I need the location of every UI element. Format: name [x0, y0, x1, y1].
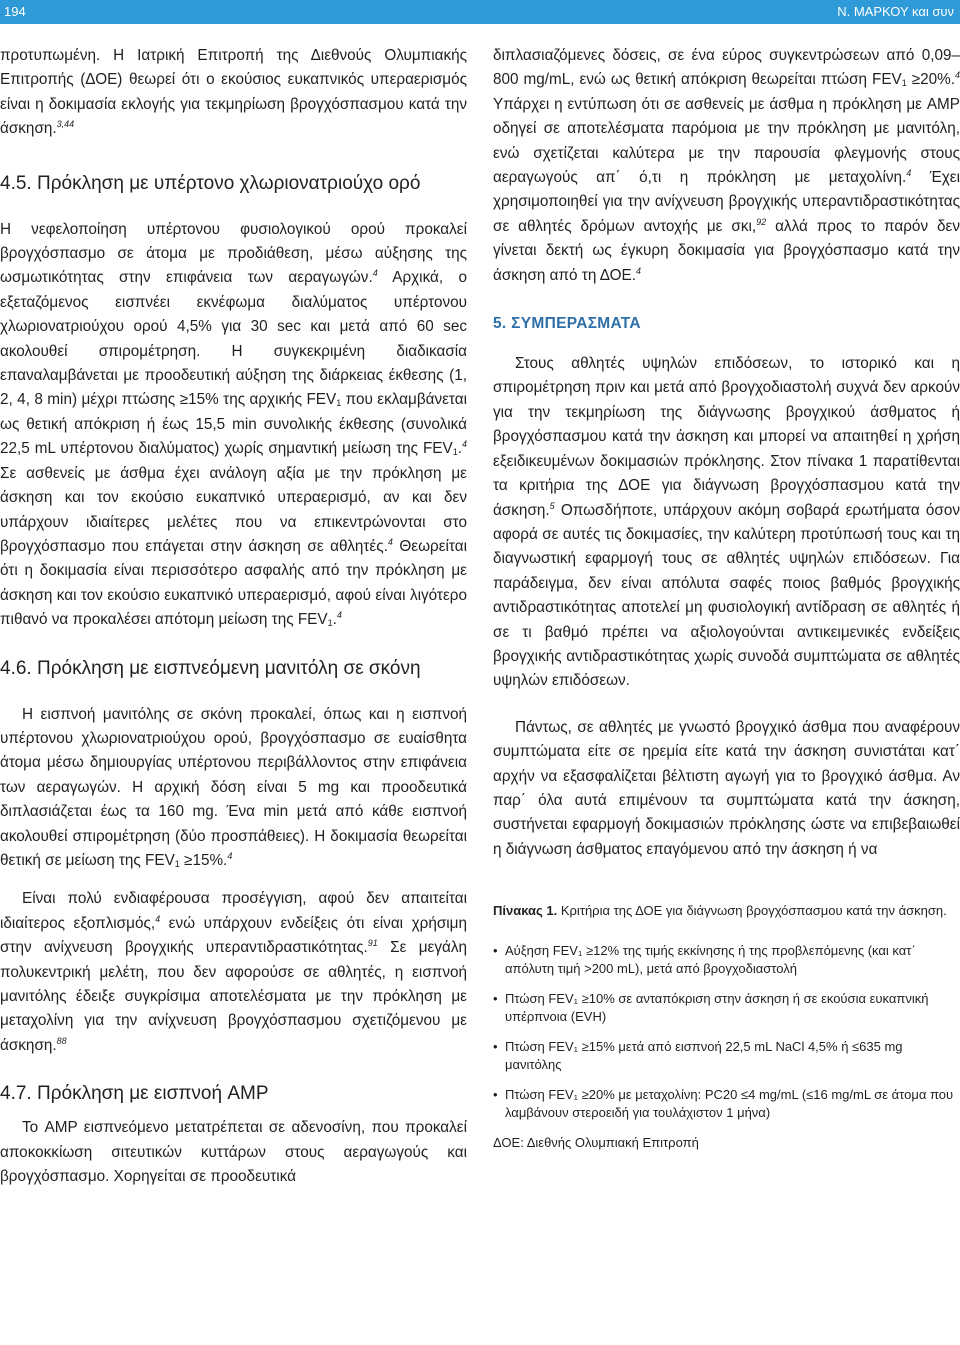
left-column [0, 44, 467, 1189]
paragraph: Το AMP εισπνεόμενο μετατρέπεται σε αδενοσίνη, που προκαλεί αποκοκκίωση σιτευτικών κυττάρων στους αεραγωγούς και βρογχόσπασμο. Χορηγείται σε προοδευτικά [0, 1119, 467, 1186]
section-heading-4-6: 4.6. Πρόκληση με εισπνεόμενη μανιτόλη σε σκόνη [0, 657, 421, 679]
list-item: • Πτώση FEV₁ ≥20% με μεταχολίνη: PC20 ≤4 mg/mL (≤16 mg/mL σε άτομα που λαμβάνουν στεροειδή για τουλάχιστον 1 μήνα) [493, 1086, 960, 1122]
section-heading-5: 5. ΣΥΜΠΕΡΑΣΜΑΤΑ [493, 315, 641, 333]
running-author: Ν. ΜΑΡΚΟΥ και συν [837, 4, 954, 19]
page-header [0, 0, 960, 24]
section-heading-4-7: 4.7. Πρόκληση με εισπνοή AMP [0, 1083, 269, 1105]
paragraph: Πάντως, σε αθλητές με γνωστό βρογχικό άσθμα που αναφέρουν συμπτώματα είτε σε ηρεμία είτε κατά την άσκηση συνιστάται κατ΄ αρχήν να εξασφαλίζεται βέλτιστη αγωγή για το βρογχικό άσθμα. Αν παρ΄ όλα αυτά επιμένουν τα συμπτώματα κατά την άσκηση, συστήνεται εφαρμογή δοκιμασιών πρόκλησης ώστε να επιβεβαιωθεί η διάγνωση άσθματος επαγόμενου από την άσκηση ή να [493, 718, 960, 858]
table-abbreviation-note: ΔΟΕ: Διεθνής Ολυμπιακή Επιτροπή [493, 1135, 699, 1151]
paragraph: Στους αθλητές υψηλών επιδόσεων, το ιστορικό και η σπιρομέτρηση πριν και μετά από βρογχοδιαστολή συχνά δεν αρκούν για την τεκμηρίωση της διάγνωσης βρογχικού άσθματος ή βρογχόσπασμου κατά την άσκηση και μπορεί να απαιτηθεί η χρήση εξειδικευμένων δοκιμασιών πρόκλησης. Στον πίνακα 1 παρατίθενται τα κριτήρια της ΔΟΕ για διάγνωση βρογχόσπασμου κατά την άσκηση.$^5$ Οπωσδήποτε, υπάρχουν ακόμη σοβαρά ερωτήματα όσον αφορά σε αυτές τις δοκιμασίες, την καλύτερη προτύπωσή τους και τη διαγνωστική εφαρμογή τους σε αθλητές υψηλών επιδόσεων. Για παράδειγμα, δεν είναι απόλυτα σαφές ποιος βαθμός βρογχικής αντιδραστικότητας αποτελεί μη φυσιολογική αντίδραση σε αθλητές ή σε τι βαθμό πρέπει να αξιολογούνται αντικειμενικές ενδείξεις βρογχικής αντιδραστικότητας χωρίς συνοδά συμπτώματα σε αθλητές υψηλών επιδόσεων. [493, 355, 960, 690]
list-item: • Αύξηση FEV₁ ≥12% της τιμής εκκίνησης ή της προβλεπόμενης (και κατ΄ απόλυτη τιμή >200 mL), μετά από βρογχοδιαστολή [493, 942, 960, 978]
intro-paragraph: προτυπωμένη. Η Ιατρική Επιτροπή της Διεθνούς Ολυμπιακής Επιτροπής (ΔΟΕ) θεωρεί ότι ο εκούσιος ευκαπνικός υπεραερισμός είναι η δοκιμασία εκλογής για τεκμηρίωση βρογχόσπασμου κατά την άσκηση.$^{3,44}$ [0, 47, 467, 138]
paragraph: διπλασιαζόμενες δόσεις, σε ένα εύρος συγκεντρώσεων από 0,09–800 mg/mL, ενώ ως θετική απόκριση θεωρείται πτώση $FEV_1 \ge 20\%.^4$ Υπάρχει η εντύπωση ότι σε ασθενείς με άσθμα η πρόκληση με AMP οδηγεί σε αποτελέσματα παρόμοια με την πρόκληση με μανιτόλη, ενώ σχετίζεται καλύτερα με την παρουσία φλεγμονής στους αεραγωγούς απ΄ ό,τι η πρόκληση με μεταχολίνη.$^4$ Έχει χρησιμοποιηθεί για την ανίχνευση βρογχικής υπεραντιδραστικότητας σε αθλητές δρόμων αντοχής με σκι,$^{92}$ αλλά προς το παρόν δεν γίνεται δεκτή ως έγκυρη δοκιμασία για βρογχόσπασμο κατά την άσκηση από τη ΔΟΕ.$^4$ [493, 47, 960, 284]
page-number: 194 [4, 4, 26, 19]
list-item: • Πτώση FEV₁ ≥15% μετά από εισπνοή 22,5 mL NaCl 4,5% ή ≤635 mg μανιτόλης [493, 1038, 960, 1074]
criteria-list [493, 942, 960, 1122]
section-heading-4-5: 4.5. Πρόκληση με υπέρτονο χλωριονατριούχο ορό [0, 172, 421, 194]
list-item: • Πτώση FEV₁ ≥10% σε ανταπόκριση στην άσκηση ή σε εκούσια ευκαπνική υπέρπνοια (EVH) [493, 990, 960, 1026]
paragraph: Είναι πολύ ενδιαφέρουσα προσέγγιση, αφού δεν απαιτείται ιδιαίτερος εξοπλισμός,$^4$ ενώ υπάρχουν ενδείξεις ότι είναι χρήσιμη στην ανίχνευση βρογχικής υπεραντιδραστικότητας.$^{91}$ Σε μεγάλη πολυκεντρική μελέτη, που δεν αφορούσε σε αθλητές, η εισπνοή μανιτόλης έδειξε συγκρίσιμα αποτελέσματα με την πρόκληση με μεταχολίνη για την ανίχνευση βρογχόσπασμου σχετιζόμενου με άσκηση.$^{88}$ [0, 890, 467, 1054]
right-column [493, 44, 960, 1152]
paragraph: Η εισπνοή μανιτόλης σε σκόνη προκαλεί, όπως και η εισπνοή υπέρτονου χλωριονατριούχου ορού, βρογχόσπασμο σε ευαίσθητα άτομα μέσω δημιουργίας υπέρτονου περιβάλλοντος στην επιφάνεια των αεραγωγών. Η αρχική δόση είναι 5 mg και προοδευτικά διπλασιάζεται έως τα 160 mg. Ένα min μετά από κάθε εισπνοή ακολουθεί σπιρομέτρηση (δύο προσπάθειες). Η δοκιμασία θεωρείται θετική σε μείωση της $FEV_1 \ge 15\%.^4$ [0, 705, 467, 869]
citation: 3,44 [56, 119, 75, 130]
paragraph: Η νεφελοποίηση υπέρτονου φυσιολογικού ορού προκαλεί βρογχόσπασμο σε άτομα με προδιάθεση, μέσω αύξησης της ωσμωτικότητας στην επιφάνεια των αεραγωγών.$^4$ Αρχικά, ο εξεταζόμενος εισπνέει εκνέφωμα διαλύματος υπέρτονου χλωριονατριούχου ορού 4,5% για 30 sec και μετά από 60 sec ακολουθεί σπιρομέτρηση. Η συγκεκριμένη διαδικασία επαναλαμβάνεται με προοδευτική αύξηση της διάρκειας έκθεσης (1, 2, 4, 8 min) μέχρι πτώσης ≥15% της αρχικής $FEV_1$ που εκλαμβάνεται ως θετική απόκριση ή έως 15,5 min συνολικής έκθεσης (συνολικά 22,5 mL υπέρτονου διαλύματος) χωρίς σημαντική μείωση της $FEV_1.^4$ Σε ασθενείς με άσθμα έχει ανάλογη αξία με την πρόκληση με άσκηση και τον εκούσιο ευκαπνικό υπεραερισμό, αν και δεν υπάρχουν ιδιαίτερες μελέτες που να επικεντρώνονται στο βρογχόσπασμο που επάγεται στην άσκηση σε αθλητές.$^4$ Θεωρείται ότι η δοκιμασία είναι περισσότερο ασφαλής από την πρόκληση με άσκηση και τον εκούσιο ευκαπνικό υπεραερισμό, αφού είναι λιγότερο πιθανό να προκαλέσει απότομη μείωση της $FEV_1.^4$ [0, 220, 468, 629]
table-caption: Πίνακας 1. Κριτήρια της ΔΟΕ για διάγνωση βρογχόσπασμου κατά την άσκηση. [493, 903, 947, 919]
table-1 [493, 902, 960, 1152]
